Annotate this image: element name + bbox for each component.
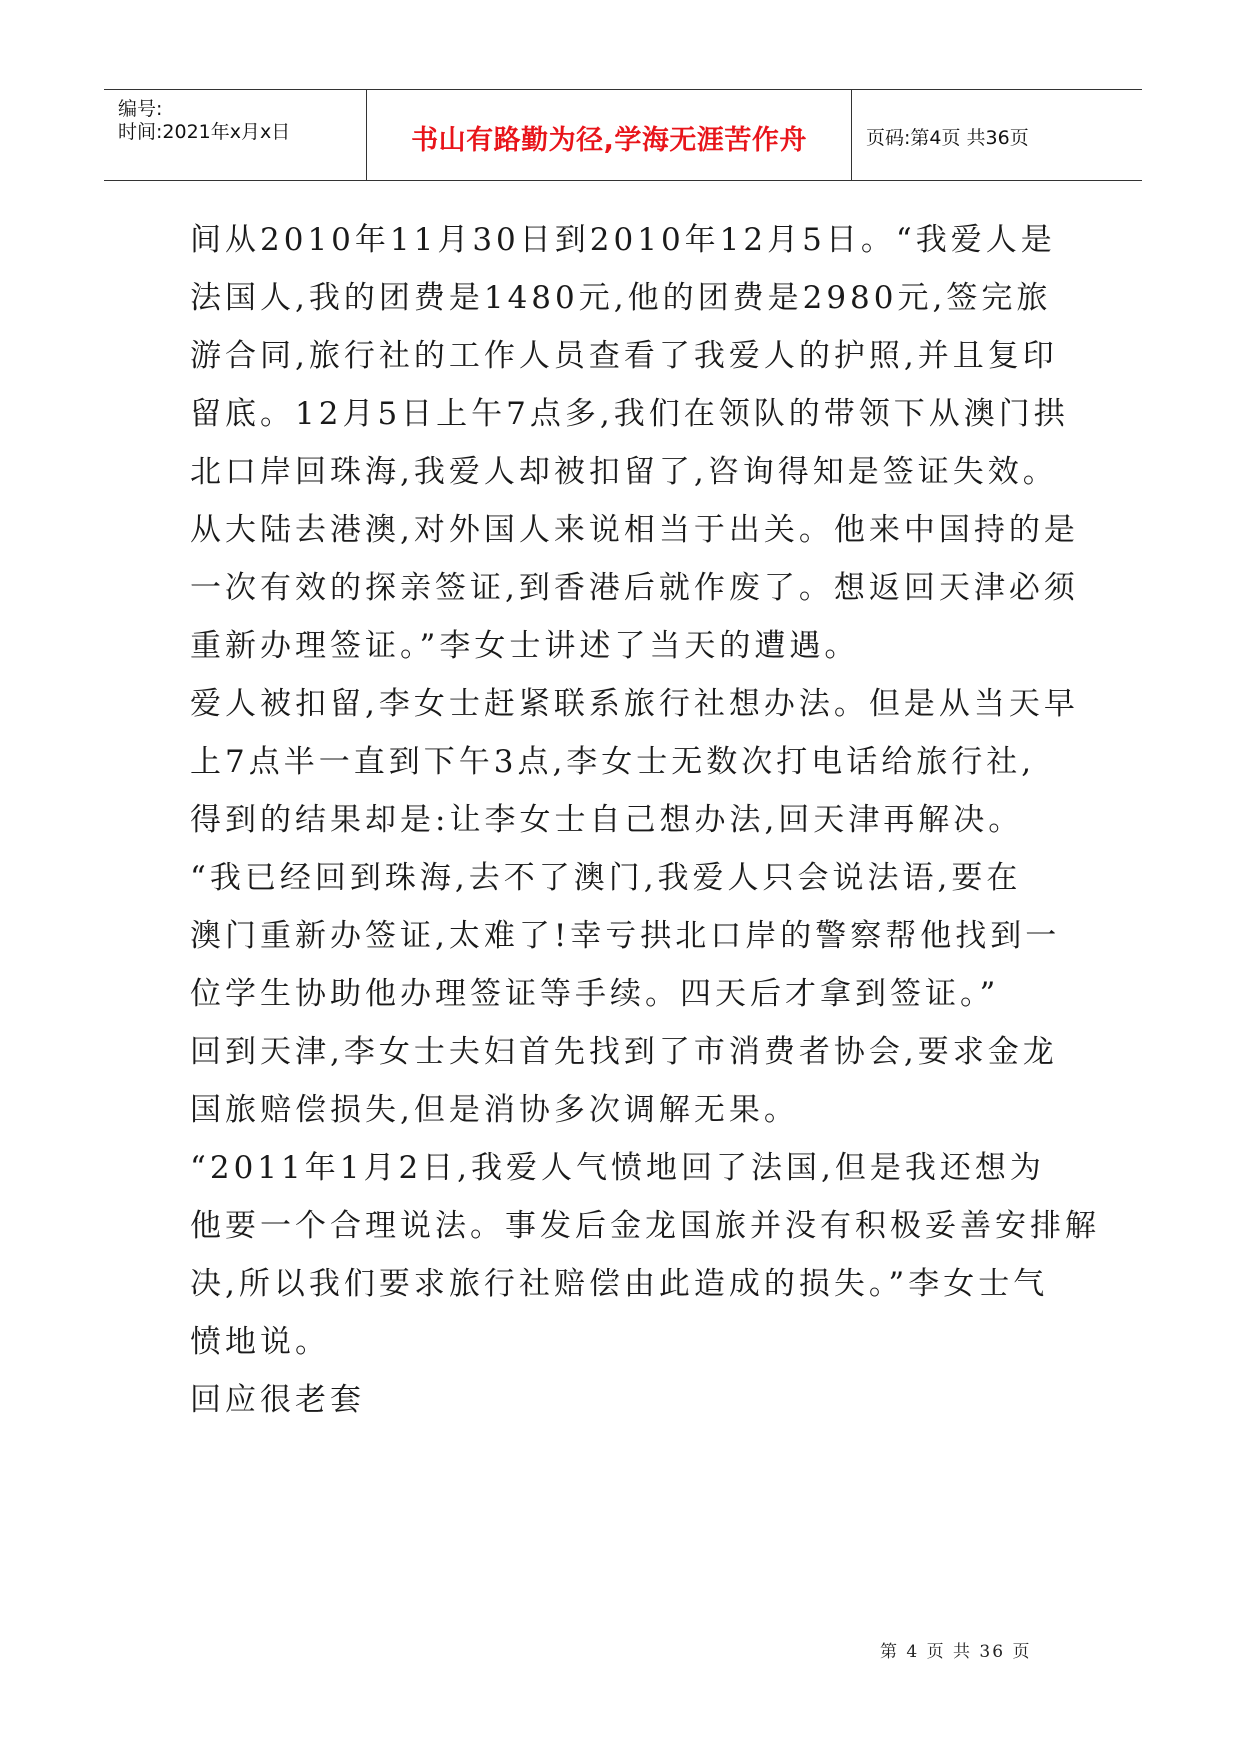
body-line: 爱人被扣留,李女士赶紧联系旅行社想办法。但是从当天早 [190,686,1079,722]
body-line: “2011年1月2日,我爱人气愤地回了法国,但是我还想为 [190,1150,1045,1186]
body-line: “我已经回到珠海,去不了澳门,我爱人只会说法语,要在 [190,860,1022,896]
body-line: 他要一个合理说法。事发后金龙国旅并没有积极妥善安排解 [190,1208,1100,1244]
body-line: 北口岸回珠海,我爱人却被扣留了,咨询得知是签证失效。 [190,454,1058,490]
header-meta-cell [104,90,367,180]
header-motto: 书山有路勤为径,学海无涯苦作舟 [411,125,807,156]
page-footer: 第 4 页 共 36 页 [880,1642,1032,1662]
section-heading: 回应很老套 [190,1382,365,1418]
body-line: 国旅赔偿损失,但是消协多次调解无果。 [190,1092,799,1128]
body-line: 法国人,我的团费是1480元,他的团费是2980元,签完旅 [190,280,1052,316]
body-line: 一次有效的探亲签证,到香港后就作废了。想返回天津必须 [190,570,1079,606]
body-line: 澳门重新办签证,太难了!幸亏拱北口岸的警察帮他找到一 [190,918,1061,954]
document-time-label: 时间:2021年x月x日 [118,121,291,143]
body-line: 间从2010年11月30日到2010年12月5日。“我爱人是 [190,222,1056,258]
body-line: 决,所以我们要求旅行社赔偿由此造成的损失。”李女士气 [190,1266,1049,1302]
body-line: 重新办理签证。”李女士讲述了当天的遭遇。 [190,628,860,664]
body-line: 从大陆去港澳,对外国人来说相当于出关。他来中国持的是 [190,512,1079,548]
document-number-label: 编号: [118,98,163,120]
body-line: 留底。12月5日上午7点多,我们在领队的带领下从澳门拱 [190,396,1069,432]
body-line: 游合同,旅行社的工作人员查看了我爱人的护照,并且复印 [190,338,1058,374]
body-line: 回到天津,李女士夫妇首先找到了市消费者协会,要求金龙 [190,1034,1058,1070]
body-line: 愤地说。 [190,1324,330,1360]
header-motto-cell [367,90,852,180]
body-line: 得到的结果却是:让李女士自己想办法,回天津再解决。 [190,802,1024,838]
header-page-cell [852,90,1142,180]
body-line: 位学生协助他办理签证等手续。四天后才拿到签证。” [190,976,1000,1012]
document-header [104,89,1142,181]
body-line: 上7点半一直到下午3点,李女士无数次打电话给旅行社, [190,744,1036,780]
header-page-number: 页码:第4页 共36页 [866,127,1029,149]
